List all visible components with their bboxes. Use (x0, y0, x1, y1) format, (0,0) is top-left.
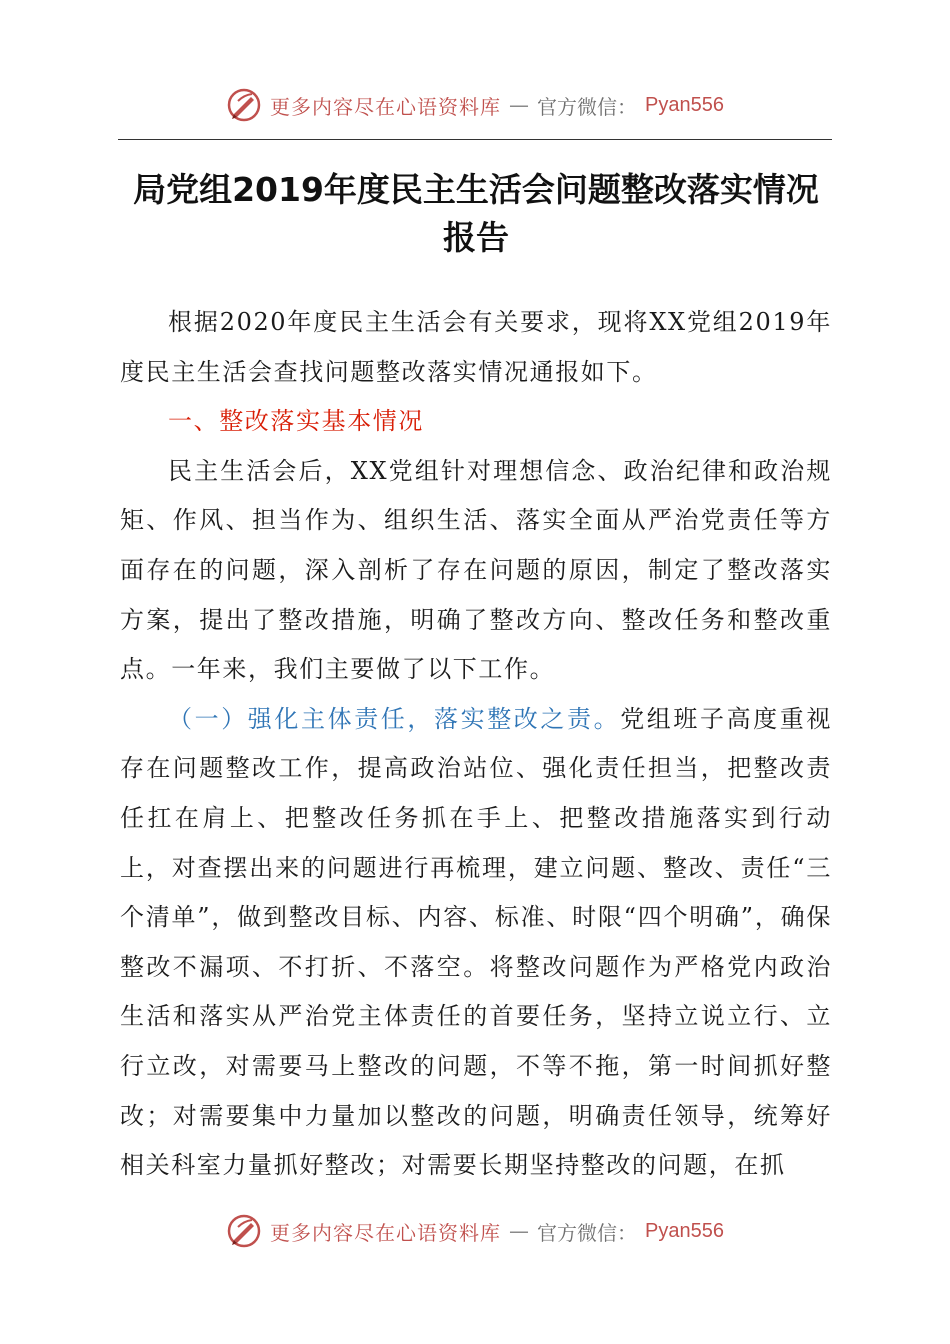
pen-logo-icon (226, 87, 262, 123)
banner-text: 更多内容尽在心语资料库 (270, 1220, 502, 1245)
document-title: 局党组2019年度民主生活会问题整改落实情况报告 (133, 170, 819, 257)
subsection-text: 党组班子高度重视存在问题整改工作，提高政治站位、强化责任担当，把整改责任扛在肩上、把整改任务抓在手上、把整改措施落实到行动上，对查摆出来的问题进行再梳理，建立问题、整改、责任“三个清单”，做到整改目标、内容、标准、时限“四个明确”，确保整改不漏项、不打折、不落空。将整改问题作为严格党内政治生活和落实从严治党主体责任的首要任务，坚持立说立行、立行立改，对需要马上整改的问题，不等不拖，第一时间抓好整改；对需要集中力量加以整改的问题，明确责任领导，统筹好相关科室力量抓好整改；对需要长期坚持整改的问题，在抓 (120, 704, 832, 1180)
section-heading: 一、整改落实基本情况 (168, 407, 424, 436)
banner-separator: — (509, 93, 530, 117)
intro-paragraph: 根据2020年度民主生活会有关要求，现将XX党组2019年度民主生活会查找问题整改落实情况通报如下。 (120, 308, 832, 386)
banner-wechat-id: Pyan556 (645, 1219, 724, 1242)
subsection-heading: （一）强化主体责任，落实整改之责。 (168, 704, 621, 733)
section-paragraph: 民主生活会后，XX党组针对理想信念、政治纪律和政治规矩、作风、担当作为、组织生活、落实全面从严治党责任等方面存在的问题，深入剖析了存在问题的原因，制定了整改落实方案，提出了整改措施，明确了整改方向、整改任务和整改重点。一年来，我们主要做了以下工作。 (120, 456, 832, 684)
banner-wechat-label: 官方微信： (537, 1220, 638, 1245)
banner-wechat-id: Pyan556 (645, 93, 724, 116)
header-watermark-banner (0, 80, 950, 130)
pen-logo-icon (226, 1213, 262, 1249)
subsection-paragraph (120, 695, 832, 1191)
banner-text: 更多内容尽在心语资料库 (270, 94, 502, 119)
header-rule (118, 139, 832, 140)
footer-watermark-banner (0, 1206, 950, 1256)
banner-separator: — (509, 1219, 530, 1243)
document-body (120, 298, 832, 1191)
banner-wechat-label: 官方微信： (537, 94, 638, 119)
